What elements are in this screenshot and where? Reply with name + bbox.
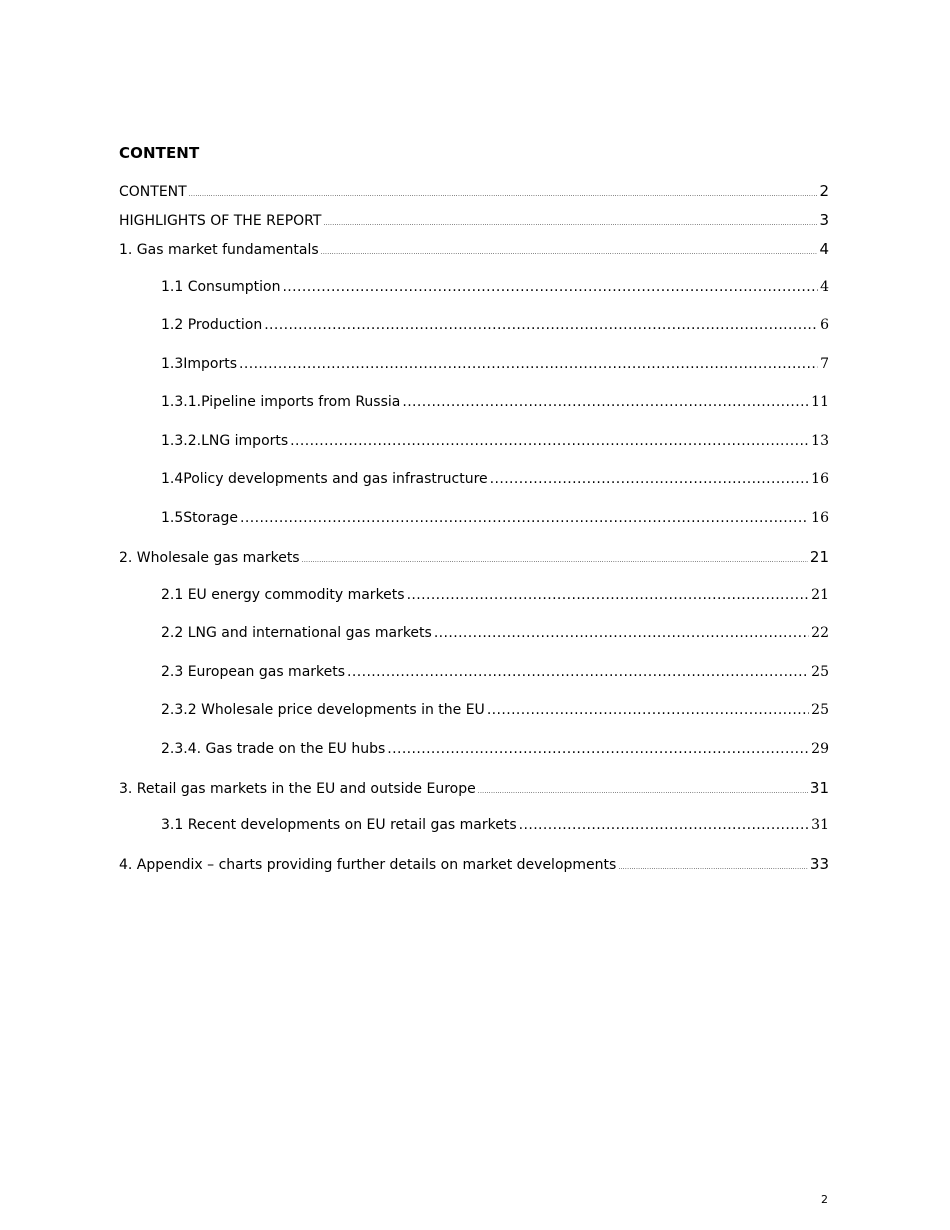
toc-entry-title: 1. Gas market fundamentals bbox=[119, 242, 319, 258]
toc-dot-leader bbox=[490, 471, 810, 487]
toc-entry[interactable] bbox=[119, 211, 829, 229]
toc-dot-leader bbox=[478, 788, 808, 795]
toc-entry[interactable] bbox=[161, 817, 829, 833]
toc-entry-title: 4. Appendix – charts providing further details on market developments bbox=[119, 857, 617, 873]
toc-entry-number: 1.3.1. bbox=[161, 394, 202, 410]
toc-entry[interactable] bbox=[161, 510, 829, 526]
toc-dot-leader bbox=[240, 510, 809, 526]
toc-entry-page: 29 bbox=[811, 741, 829, 757]
toc-entry-title: 2.3.2 Wholesale price developments in the EU bbox=[161, 702, 485, 718]
toc-entry[interactable] bbox=[119, 779, 829, 797]
toc-entry[interactable] bbox=[161, 356, 829, 372]
toc-entry-title: HIGHLIGHTS OF THE REPORT bbox=[119, 213, 322, 229]
toc-entry[interactable] bbox=[119, 548, 829, 566]
toc-entry-page: 31 bbox=[809, 779, 829, 797]
toc-dot-leader bbox=[282, 279, 818, 295]
toc-entry[interactable] bbox=[161, 279, 829, 295]
toc-dot-leader bbox=[387, 741, 809, 757]
toc-entry-title: 1.2 Production bbox=[161, 317, 263, 333]
toc-dot-leader bbox=[618, 864, 808, 871]
toc-dot-leader bbox=[434, 625, 809, 641]
toc-dot-leader bbox=[290, 433, 809, 449]
toc-entry-page: 16 bbox=[811, 510, 829, 526]
toc-entry-title: 3. Retail gas markets in the EU and outside Europe bbox=[119, 781, 476, 797]
toc-entry-title: 2.3 European gas markets bbox=[161, 664, 346, 680]
toc-entry[interactable] bbox=[161, 664, 829, 680]
toc-dot-leader bbox=[407, 587, 810, 603]
toc-entry-page: 13 bbox=[811, 433, 829, 449]
toc-entry-title: LNG imports bbox=[201, 433, 289, 449]
page-number: 2 bbox=[821, 1193, 828, 1206]
toc-entry[interactable] bbox=[161, 394, 829, 410]
toc-entry-title: Storage bbox=[183, 510, 239, 526]
toc-dot-leader bbox=[189, 191, 818, 198]
toc-dot-leader bbox=[402, 394, 809, 410]
toc-entry[interactable] bbox=[161, 702, 829, 718]
toc-dot-leader bbox=[321, 249, 818, 256]
toc-entry-page: 6 bbox=[820, 317, 829, 333]
toc-dot-leader bbox=[347, 664, 809, 680]
toc-entry-title: Pipeline imports from Russia bbox=[201, 394, 401, 410]
toc-entry-title: 3.1 Recent developments on EU retail gas markets bbox=[161, 817, 517, 833]
toc-entry-number: 1.3 bbox=[161, 356, 184, 372]
toc-entry[interactable] bbox=[161, 741, 829, 757]
toc-entry-page: 33 bbox=[809, 855, 829, 873]
toc-entry[interactable] bbox=[119, 182, 829, 200]
toc-dot-leader bbox=[302, 557, 808, 564]
toc-entry-title: 1.1 Consumption bbox=[161, 279, 281, 295]
toc-entry-page: 16 bbox=[811, 471, 829, 487]
toc-entry[interactable] bbox=[161, 317, 829, 333]
toc-entry[interactable] bbox=[161, 625, 829, 641]
toc-entry-page: 3 bbox=[819, 211, 829, 229]
toc-entry-page: 2 bbox=[819, 182, 829, 200]
toc-entry-page: 4 bbox=[819, 240, 829, 258]
toc-dot-leader bbox=[239, 356, 818, 372]
toc-dot-leader bbox=[264, 317, 818, 333]
toc-entry-page: 21 bbox=[809, 548, 829, 566]
toc-entry[interactable] bbox=[161, 587, 829, 603]
toc-dot-leader bbox=[487, 702, 809, 718]
toc-entry-number: 1.5 bbox=[161, 510, 184, 526]
toc-entry-page: 11 bbox=[811, 394, 829, 410]
toc-heading: CONTENT bbox=[119, 144, 200, 162]
toc-entry-number: 1.3.2. bbox=[161, 433, 202, 449]
toc-dot-leader bbox=[323, 220, 817, 227]
toc-entry-title: 2. Wholesale gas markets bbox=[119, 550, 300, 566]
toc-entry-title: Policy developments and gas infrastructure bbox=[183, 471, 488, 487]
toc-entry-title: 2.2 LNG and international gas markets bbox=[161, 625, 432, 641]
toc-entry[interactable] bbox=[119, 855, 829, 873]
toc-entry[interactable] bbox=[161, 433, 829, 449]
toc-entry-page: 22 bbox=[811, 625, 829, 641]
toc-entry-page: 25 bbox=[811, 702, 829, 718]
toc-entry-page: 31 bbox=[811, 817, 829, 833]
toc-entry-page: 7 bbox=[820, 356, 829, 372]
toc-entry-number: 1.4 bbox=[161, 471, 184, 487]
toc-entry[interactable] bbox=[119, 240, 829, 258]
toc-entry[interactable] bbox=[161, 471, 829, 487]
toc-dot-leader bbox=[519, 817, 810, 833]
toc-entry-title: Imports bbox=[183, 356, 238, 372]
toc-entry-page: 25 bbox=[811, 664, 829, 680]
toc-entry-title: CONTENT bbox=[119, 184, 187, 200]
toc-entry-page: 4 bbox=[820, 279, 829, 295]
toc-entry-title: 2.1 EU energy commodity markets bbox=[161, 587, 405, 603]
toc-entry-title: 2.3.4. Gas trade on the EU hubs bbox=[161, 741, 386, 757]
toc-entry-page: 21 bbox=[811, 587, 829, 603]
